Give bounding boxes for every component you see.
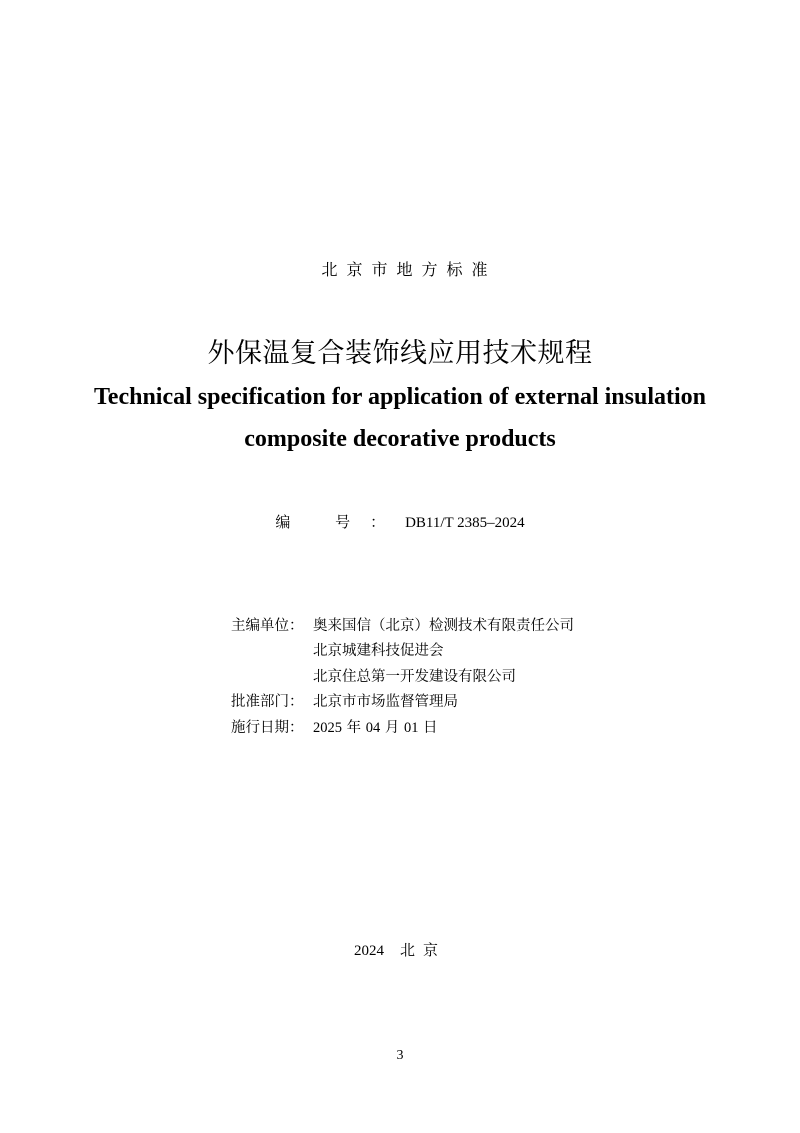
editor-row-2: [231, 639, 574, 664]
standard-code-value: DB11/T 2385–2024: [405, 515, 525, 531]
effective-day: 01: [403, 719, 419, 736]
effective-day-unit: 日: [418, 719, 438, 736]
standard-code: [0, 510, 800, 535]
effective-month-unit: 月: [380, 719, 404, 736]
standard-code-label: 编 号：: [275, 513, 406, 531]
meta-label-spacer: [231, 639, 313, 664]
editor-row-3: [231, 665, 574, 690]
effective-year-unit: 年: [342, 719, 366, 736]
page-number: 3: [396, 1048, 404, 1063]
approver-value: 北京市市场监督管理局: [313, 694, 458, 711]
document-title-english-line-2: composite decorative products: [244, 426, 556, 452]
effective-date-row: [231, 716, 574, 741]
editor-label: 主编单位：: [231, 618, 304, 634]
editor-unit-1: 奥来国信（北京）检测技术有限责任公司: [313, 618, 574, 634]
effective-month: 04: [365, 719, 381, 736]
publication-info: [231, 614, 574, 741]
publication-city: 北京: [399, 941, 446, 959]
editor-unit-2: 北京城建科技促进会: [313, 643, 444, 660]
effective-date-label: 施行日期：: [231, 719, 304, 736]
publication-place: [0, 938, 800, 963]
editor-row: [231, 614, 574, 639]
effective-date-value: [313, 716, 438, 741]
effective-year: 2025: [313, 719, 342, 736]
approver-row: [231, 690, 574, 715]
publication-year: 2024: [353, 943, 384, 959]
editor-unit-3: 北京住总第一开发建设有限公司: [313, 668, 516, 685]
approver-label: 批准部门：: [231, 694, 304, 711]
document-category: 北京市地方标准: [321, 260, 497, 279]
document-title-english-line-1: Technical specification for application of external insulation: [93, 384, 706, 410]
meta-label-spacer: [231, 665, 313, 690]
document-title-chinese: 外保温复合装饰线应用技术规程: [207, 338, 593, 369]
